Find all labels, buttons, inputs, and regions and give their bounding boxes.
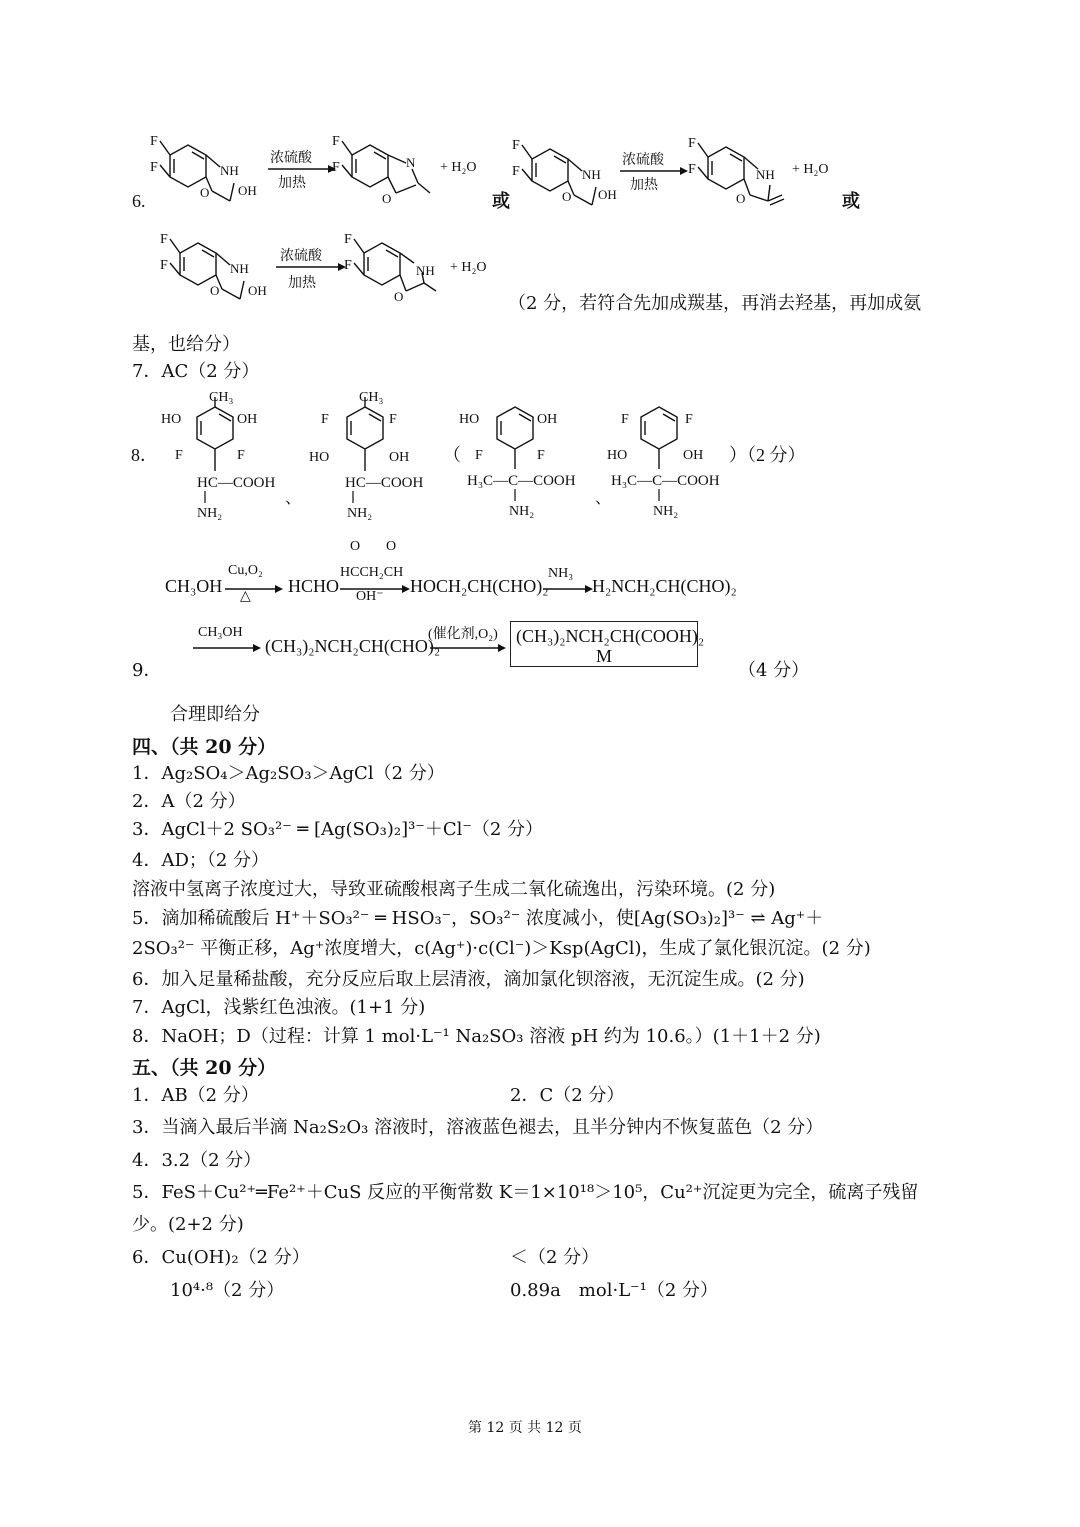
reagent-label: 浓硫酸 [622,153,664,168]
q8-structure-2 [347,397,383,471]
atom-f: F [150,160,158,175]
section4-line-2: 2．A（2 分） [132,791,246,812]
label-nh2: NH₂ [197,506,223,521]
label-hc-cooh: HC—COOH [197,475,276,491]
q6-product-a [342,141,430,193]
q8-structure-3 [497,407,533,469]
label-ho: HO [459,412,480,427]
section5-q2: 2．C（2 分） [510,1085,625,1106]
atom-o: O [210,283,220,298]
atom-f: F [344,258,352,273]
atom-oh: OH [248,283,267,298]
atom-o: O [200,185,210,200]
q9-s3: HOCH₂CH(CHO)₂ [410,576,549,596]
atom-f: F [332,134,340,149]
q9-s2: HCHO [288,576,340,596]
atom-o: O [562,189,572,204]
section4-line-4: 4．AD；（2 分） [132,850,270,871]
label-ho: HO [161,412,182,427]
label-f: F [237,448,245,463]
section5-q4: 4．3.2（2 分） [132,1150,262,1171]
atom-nh: NH [230,261,249,276]
q8-number: 8． [131,445,158,465]
q9-r2-top: HCCH₂CH [340,565,404,580]
q9-arrow-4 [193,643,261,653]
water-label: + H₂O [450,260,487,275]
label-hc-cooh: HC—COOH [345,475,424,491]
q9-row2-s1: (CH₃)₂NCH₂CH(CHO)₂ [265,636,441,656]
q6-number: 6. [132,191,146,211]
q9-score: （4 分） [738,660,810,681]
q9-note: 合理即给分 [170,704,260,725]
q9-r1-bottom: △ [240,589,251,604]
atom-f: F [344,232,352,247]
section4-line-1: 1．Ag₂SO₄＞Ag₂SO₃＞AgCl（2 分） [132,763,445,784]
q9-s4: H₂NCH₂CH(CHO)₂ [592,576,737,596]
atom-f: F [512,164,520,179]
q9-r2-o1: O [350,539,361,554]
section4-line-10: 8．NaOH；D（过程：计算 1 mol·L⁻¹ Na₂SO₃ 溶液 pH 约为 10.6。）(1＋1＋2 分) [132,1026,821,1047]
label-oh: OH [237,412,258,427]
atom-nh: NH [416,263,435,278]
separator: 、 [285,490,302,507]
label-f: F [685,412,693,427]
section5-title: 五、（共 20 分） [132,1057,277,1079]
separator: 、 [595,490,612,507]
label-oh: OH [683,448,704,463]
or-label: 或 [842,191,860,211]
open-paren: （ [443,445,461,465]
atom-f: F [160,258,168,273]
label-oh: OH [389,450,410,465]
section5-q5a: 5．FeS＋Cu²⁺═Fe²⁺＋CuS 反应的平衡常数 K＝1×10¹⁸＞10⁵，Cu²⁺沉淀更为完全，硫离子残留 [132,1182,919,1203]
section4-line-8: 6．加入足量稀盐酸，充分反应后取上层清液，滴加氯化钡溶液，无沉淀生成。(2 分) [132,969,805,990]
label-ch3: CH₃ [209,390,234,405]
section4-line-7: 2SO₃²⁻ 平衡正移，Ag⁺浓度增大，c(Ag⁺)·c(Cl⁻)＞Ksp(AgCl)，生成了氯化银沉淀。(2 分) [132,938,871,959]
label-nh2: NH₂ [509,504,535,519]
label-f: F [475,448,483,463]
label-f: F [537,448,545,463]
q9-row2-s2-label: M [596,646,613,666]
q9-row2-r1-top: CH₃OH [198,625,243,640]
q9-r2-bottom: OH⁻ [356,589,384,604]
label-oh: OH [537,412,558,427]
section5-q1: 1．AB（2 分） [132,1085,259,1106]
q9-arrow-1 [225,584,283,594]
atom-f: F [150,134,158,149]
q9-r3-top: NH₃ [548,566,574,581]
section5-q6b: ＜（2 分） [510,1247,600,1268]
label-h3c-c-cooh: H₃C—C—COOH [467,473,576,489]
q9-row2-r2-top: (催化剂,O₂) [428,627,498,642]
label-nh2: NH₂ [653,504,679,519]
q8-structure-4 [641,407,677,469]
section4-line-6: 5．滴加稀硫酸后 H⁺＋SO₃²⁻ ═ HSO₃⁻，SO₃²⁻ 浓度减小，使[Ag(SO₃)₂]³⁻ ⇌ Ag⁺＋ [132,908,824,929]
label-f: F [621,412,629,427]
atom-f: F [512,138,520,153]
q8-score: ）（2 分） [729,445,806,465]
section5-q3: 3．当滴入最后半滴 Na₂S₂O₃ 溶液时，溶液蓝色褪去，且半分钟内不恢复蓝色（2 分） [132,1117,824,1138]
q9-row2-s2: (CH₃)₂NCH₂CH(COOH)₂ [516,626,705,646]
atom-f: F [160,232,168,247]
label-ho: HO [607,448,628,463]
q9-arrow-3 [543,584,593,594]
q9-r2-o2: O [386,539,397,554]
reagent-label: 浓硫酸 [270,151,312,166]
reagent-label: 浓硫酸 [280,249,322,264]
atom-nh: NH [220,163,239,178]
section4-line-5: 溶液中氢离子浓度过大，导致亚硫酸根离子生成二氧化硫逸出，污染环境。(2 分) [132,879,776,900]
atom-f: F [688,162,696,177]
atom-n: N [406,155,416,170]
page-footer: 第 12 页 共 12 页 [468,1420,582,1436]
section5-q6c: 10⁴·⁸（2 分） [170,1280,285,1301]
label-nh2: NH₂ [347,506,373,521]
q9-number: 9． [132,660,162,681]
label-h3c-c-cooh: H₃C—C—COOH [611,473,720,489]
or-label: 或 [492,191,510,211]
q6-note-line2: 基，也给分） [132,334,240,355]
label-f: F [389,412,397,427]
label-ch3: CH₃ [359,390,384,405]
condition-label: 加热 [288,276,316,291]
atom-o: O [394,289,404,304]
atom-oh: OH [238,183,257,198]
atom-nh: NH [756,167,775,182]
condition-label: 加热 [630,178,658,193]
atom-o: O [382,191,392,206]
atom-nh: NH [582,167,601,182]
q9-arrow-5 [430,643,506,653]
q8-structures [125,385,825,530]
q6-note-line1: （2 分，若符合先加成羰基，再消去羟基，再加成氨 [508,293,922,314]
label-f: F [175,448,183,463]
section5-q6a: 6．Cu(OH)₂（2 分） [132,1247,310,1268]
atom-oh: OH [598,187,617,202]
q9-r1-top: Cu,O₂ [228,563,263,578]
water-label: + H₂O [440,160,477,175]
section4-title: 四、（共 20 分） [132,736,277,758]
water-label: + H₂O [792,162,829,177]
section4-line-9: 7．AgCl，浅紫红色浊液。(1+1 分) [132,997,426,1018]
atom-o: O [736,191,746,206]
q9-s1: CH₃OH [165,576,223,596]
q7-answer: 7．AC（2 分） [132,361,260,382]
label-ho: HO [309,450,330,465]
label-f: F [321,412,329,427]
condition-label: 加热 [278,176,306,191]
atom-f: F [332,160,340,175]
section4-line-3: 3．AgCl＋2 SO₃²⁻ ═ [Ag(SO₃)₂]³⁻＋Cl⁻（2 分） [132,819,544,840]
q8-structure-1 [197,397,233,471]
section5-q5b: 少。(2+2 分) [132,1214,244,1235]
atom-f: F [688,136,696,151]
section5-q6d: 0.89a mol·L⁻¹（2 分） [510,1280,719,1301]
